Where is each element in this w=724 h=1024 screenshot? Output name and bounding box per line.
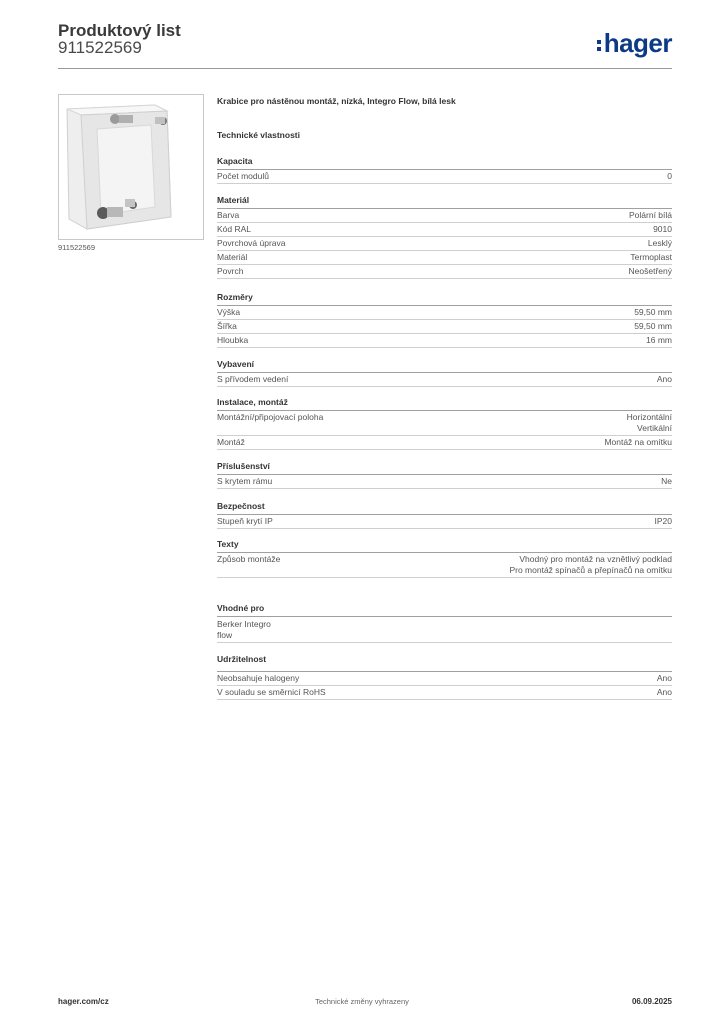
row-value-line: Vhodný pro montáž na vznětlivý podklad [519,554,672,564]
section-material [217,195,672,279]
table-row [217,436,672,450]
product-image [58,94,204,240]
section-prislusenstvi [217,461,672,489]
hager-logo [597,28,672,59]
section-instalace [217,397,672,450]
row-label: Stupeň krytí IP [217,516,273,526]
row-label: Materiál [217,252,248,262]
table-row [217,265,672,279]
table-row [217,306,672,320]
suitable-for-line: flow [217,630,233,640]
row-value: Ano [656,687,672,697]
table-row [217,411,672,436]
section-title: Materiál [217,195,672,209]
row-value-line: Vertikální [637,423,672,433]
technical-properties-heading: Technické vlastnosti [217,130,300,140]
row-value: Termoplast [630,252,672,262]
row-label: Montážní/připojovací poloha [217,412,324,422]
table-row [217,223,672,237]
section-bezpecnost [217,501,672,529]
table-row [217,515,672,529]
row-label: S krytem rámu [217,476,273,486]
section-title: Rozměry [217,292,672,306]
section-title: Bezpečnost [217,501,672,515]
row-value [627,412,672,434]
section-title: Příslušenství [217,461,672,475]
logo-dots-icon [597,37,602,54]
row-label: Neobsahuje halogeny [217,673,300,683]
row-value [509,554,672,576]
table-row [217,251,672,265]
header-divider [58,68,672,69]
row-value: Ano [656,673,672,683]
suitable-for-text [217,617,672,643]
logo-text: hager [603,28,672,58]
row-label: Způsob montáže [217,554,281,564]
section-title: Instalace, montáž [217,397,672,411]
footer-date: 06.09.2025 [631,997,672,1006]
row-value: Polární bílá [629,210,672,220]
table-row [217,373,672,387]
row-value: 9010 [653,224,672,234]
section-title: Kapacita [217,156,672,170]
section-vhodne-pro [217,603,672,643]
surface-box-illustration [59,95,203,239]
section-texty [217,539,672,578]
row-value: 59,50 mm [634,321,672,331]
row-value-line: Pro montáž spínačů a přepínačů na omítku [509,565,672,575]
table-row [217,170,672,184]
row-value-line: Horizontální [626,412,672,422]
row-value: 0 [667,171,672,181]
table-row [217,209,672,223]
section-title: Vhodné pro [217,603,672,617]
table-row [217,320,672,334]
row-label: Počet modulů [217,171,269,181]
table-row [217,672,672,686]
row-label: Povrch [217,266,244,276]
section-vybaveni [217,359,672,387]
section-title: Udržitelnost [217,654,672,672]
row-value: Ne [661,476,672,486]
table-row [217,237,672,251]
suitable-for-line: Berker Integro [217,619,271,629]
row-label: Hloubka [217,335,249,345]
row-value: Montáž na omítku [604,437,672,447]
section-title: Texty [217,539,672,553]
product-number: 911522569 [58,38,142,57]
product-description: Krabice pro nástěnou montáž, nízká, Integro Flow, bílá lesk [217,96,456,106]
row-label: V souladu se směrnicí RoHS [217,687,326,697]
row-value: IP20 [654,516,672,526]
section-udrzitelnost [217,654,672,700]
table-row [217,334,672,348]
row-value: Neošetřený [628,266,672,276]
row-value: 16 mm [646,335,672,345]
table-row [217,475,672,489]
row-label: Povrchová úprava [217,238,286,248]
footer-note: Technické změny vyhrazeny [315,997,409,1006]
row-label: Výška [217,307,241,317]
section-kapacita [217,156,672,184]
footer-website: hager.com/cz [58,997,109,1006]
row-value: Lesklý [647,238,672,248]
row-label: S přívodem vedení [217,374,289,384]
row-value: Ano [656,374,672,384]
row-value: 59,50 mm [634,307,672,317]
row-label: Šířka [217,321,237,331]
row-label: Barva [217,210,240,220]
table-row [217,686,672,700]
section-rozmery [217,292,672,348]
section-title: Vybavení [217,359,672,373]
row-label: Montáž [217,437,245,447]
image-caption: 911522569 [58,243,95,252]
page-title: Produktový list [58,21,181,40]
row-label: Kód RAL [217,224,252,234]
table-row [217,553,672,578]
